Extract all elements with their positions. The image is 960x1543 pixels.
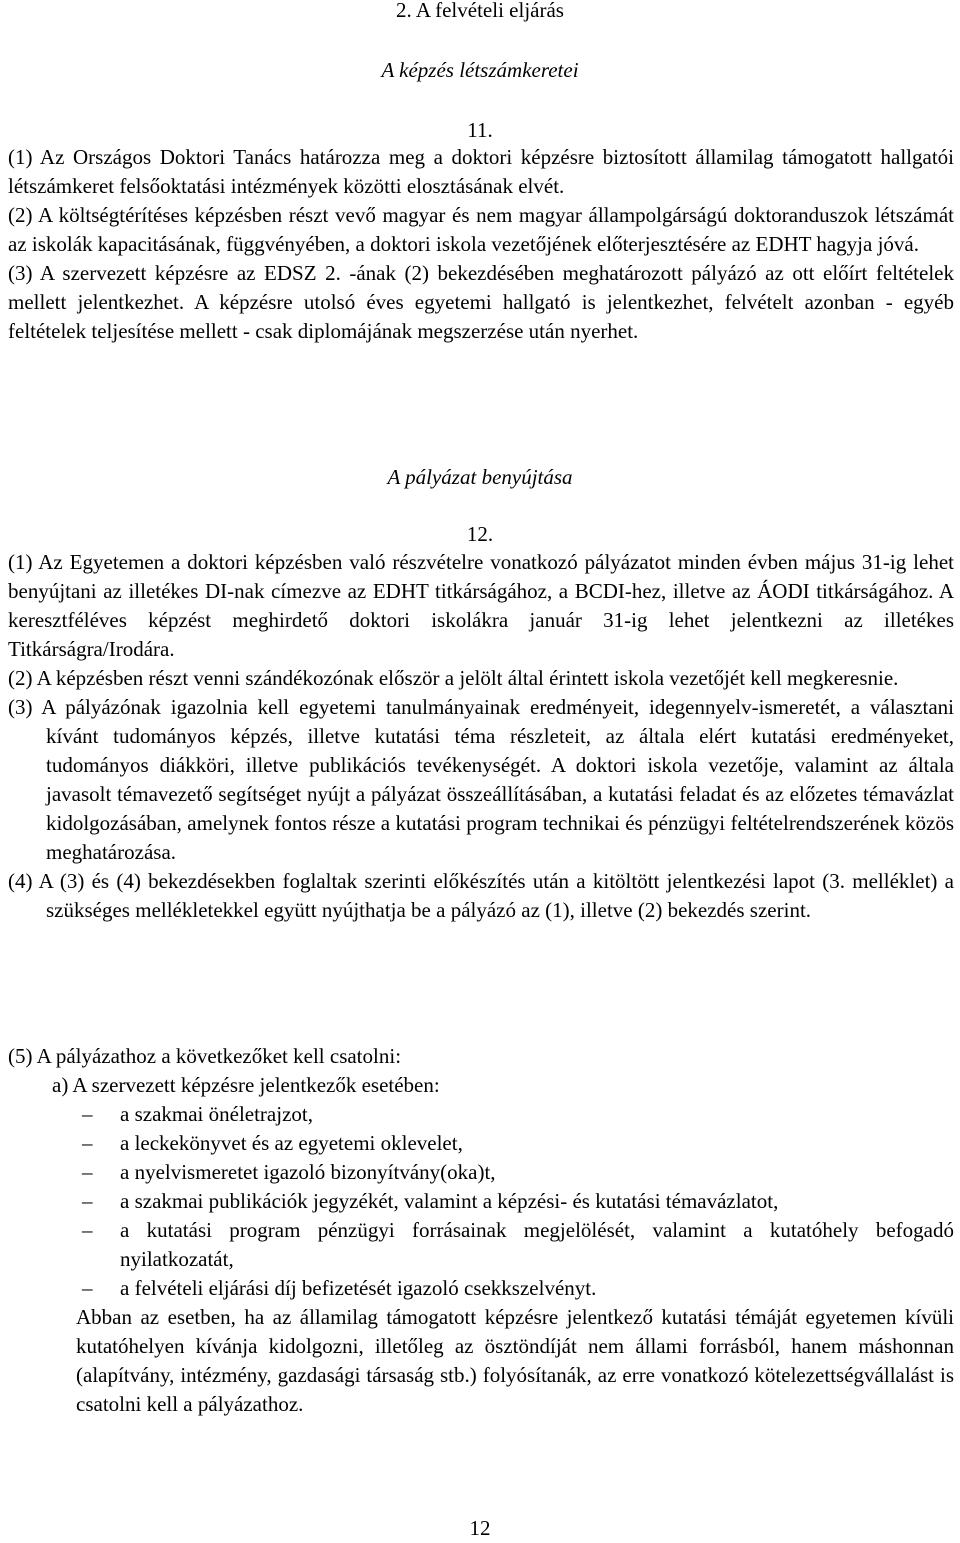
section-12-item-2: (2) A képzésben részt venni szándékozónak először a jelölt által érintett iskola vezetőjét kell megkeresnie. xyxy=(8,666,899,690)
section-11-item-2: (2) A költségtérítéses képzésben részt vevő magyar és nem magyar állampolgárságú doktoranduszok létszámát az iskolák kapacitásának, függvényében, a doktori iskola vezetőjének előterjesztésére az EDHT hagyja jóvá. xyxy=(8,203,954,256)
list-item xyxy=(82,1187,954,1216)
list-item-text: a szakmai publikációk jegyzékét, valamint a képzési- és kutatási témavázlatot, xyxy=(120,1189,779,1213)
section-11-item-3: (3) A szervezett képzésre az EDSZ 2. -ának (2) bekezdésében meghatározott pályázó az ott előírt feltételek mellett jelentkezhet. A képzésre utolsó éves egyetemi hallgató is jelentkezhet, felvételt azonban - egyéb feltételek teljesítése mellett - csak diplomájának megszerzése után nyerhet. xyxy=(8,261,954,343)
chapter-title: 2. A felvételi eljárás xyxy=(396,0,564,22)
list-item-text: a leckekönyvet és az egyetemi oklevelet, xyxy=(120,1131,463,1155)
section-12-item-4: (4) A (3) és (4) bekezdésekben foglaltak szerinti előkészítés után a kitöltött jelentkezési lapot (3. melléklet) a szükséges mellékletekkel együtt nyújthatja be a pályázó az (1), illetve (2) bekezdés szerint. xyxy=(8,869,954,922)
attachments-closing: Abban az esetben, ha az államilag támogatott képzésre jelentkező kutatási témáját egyetemen kívüli kutatóhelyen kívánja kidolgozni, illetőleg az ösztöndíját nem állami forrásból, hanem máshonnan (alapítvány, intézmény, gazdasági társaság stb.) folyósítanák, az erre vonatkozó kötelezettségvállalást is csatolni kell a pályázathoz. xyxy=(76,1305,954,1416)
list-item-text: a szakmai önéletrajzot, xyxy=(120,1102,313,1126)
list-item-text: a nyelvismeretet igazoló bizonyítvány(oka)t, xyxy=(120,1160,496,1184)
paragraph-number-11: 11. xyxy=(467,118,493,142)
section-title-11: A képzés létszámkeretei xyxy=(381,58,579,82)
page-number: 12 xyxy=(469,1516,491,1540)
section-12-item-3: (3) A pályázónak igazolnia kell egyetemi tanulmányainak eredményeit, idegennyelv-ismeretét, a választani kívánt tudományos képzés, illetve kutatási téma részleteit, az általa elért kutatási eredményeket, tudományos diákköri, illetve publikációs tevékenységét. A doktori iskola vezetője, valamint az általa javasolt témavezető segítséget nyújt a pályázat összeállításában, a kutatási feladat és az előzetes témavázlat kidolgozásában, amelynek fontos része a kutatási program technikai és pénzügyi feltételrendszerének közös meghatározása. xyxy=(8,695,954,864)
section-title-12: A pályázat benyújtása xyxy=(387,465,573,489)
dash-marker: – xyxy=(82,1160,93,1184)
list-item-text: a kutatási program pénzügyi forrásainak megjelölését, valamint a kutatóhely befogadó nyilatkozatát, xyxy=(120,1218,954,1271)
paragraph-number-12: 12. xyxy=(466,522,494,546)
dash-marker: – xyxy=(82,1131,93,1155)
section-12-item-5 xyxy=(8,1042,954,1419)
section-11-item-1: (1) Az Országos Doktori Tanács határozza meg a doktori képzésre biztosított államilag támogatott hallgatói létszámkeret felsőoktatási intézmények közötti elosztásának elvét. xyxy=(8,145,954,198)
section-12-item-1: (1) Az Egyetemen a doktori képzésben való részvételre vonatkozó pályázatot minden évben május 31-ig lehet benyújtani az illetékes DI-nak címezve az EDHT titkárságához, a BCDI-hez, illetve az ÁODI titkárságához. A keresztféléves képzést meghirdető doktori iskolákra január 31-ig lehet jelentkezni az illetékes Titkárságra/Irodára. xyxy=(8,550,954,661)
list-item xyxy=(82,1216,954,1274)
dash-marker: – xyxy=(82,1102,93,1126)
list-item xyxy=(82,1158,954,1187)
dash-marker: – xyxy=(82,1189,93,1213)
attachments-list xyxy=(8,1100,954,1303)
list-item xyxy=(82,1274,954,1303)
dash-marker: – xyxy=(82,1276,93,1300)
section-12-body xyxy=(8,548,954,925)
list-item xyxy=(82,1100,954,1129)
section-11-body xyxy=(8,143,954,346)
list-item-text: a felvételi eljárási díj befizetését igazoló csekkszelvényt. xyxy=(120,1276,597,1300)
list-item xyxy=(82,1129,954,1158)
attachments-intro: (5) A pályázathoz a következőket kell csatolni: xyxy=(8,1044,402,1068)
attachments-sub-a: a) A szervezett képzésre jelentkezők esetében: xyxy=(52,1073,440,1097)
dash-marker: – xyxy=(82,1218,93,1242)
